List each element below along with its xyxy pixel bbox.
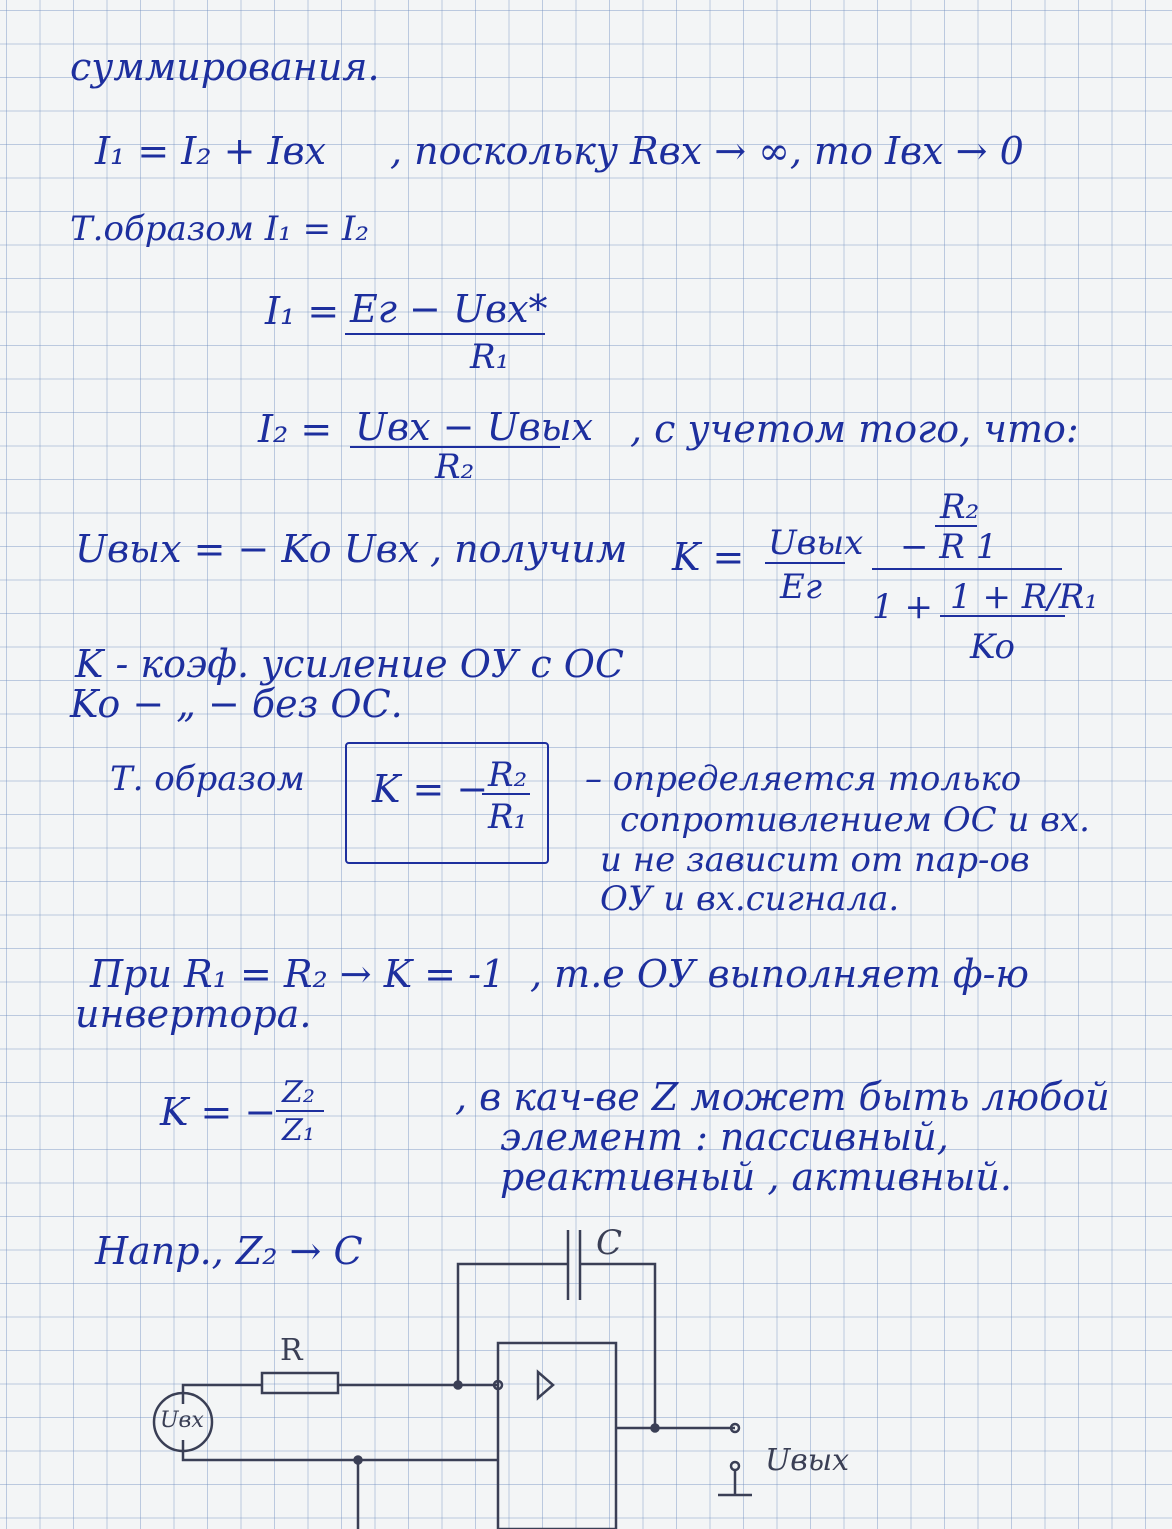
- output-voltage-note: , получим: [430, 527, 628, 571]
- result-note-1: – определяется только: [585, 759, 1022, 799]
- i2-label: I₂ =: [258, 407, 333, 451]
- example-line: Напр., Z₂ → C: [95, 1229, 363, 1273]
- heading-word: суммирования.: [70, 45, 380, 89]
- output-voltage-label: Uвых: [765, 1443, 850, 1478]
- output-voltage-equation: Uвых = − Ko Uвх: [75, 527, 420, 571]
- feedback-wire-right: [580, 1264, 655, 1428]
- current-sum-note: , поскольку Rвх → ∞, то Iвх → 0: [390, 129, 1024, 173]
- i1-numerator: Eг − Uвх*: [350, 287, 548, 331]
- i1-label: I₁ =: [265, 289, 340, 333]
- impedance-numerator: Z₂: [282, 1075, 315, 1110]
- impedance-note-2: элемент : пассивный,: [500, 1115, 949, 1159]
- impedance-denominator: Z₁: [282, 1113, 315, 1148]
- current-sum-equation: I₁ = I₂ + Iвх: [95, 129, 327, 173]
- i2-note: , с учетом того, что:: [630, 407, 1079, 451]
- feedback-wire-left: [458, 1264, 568, 1385]
- gain-one-plus: 1 +: [872, 587, 933, 627]
- inverter-condition: При R₁ = R₂ → K = -1: [90, 952, 506, 996]
- gain-label: K =: [672, 535, 745, 579]
- resistor-symbol: [262, 1373, 338, 1393]
- impedance-note-1: , в кач-ве Z может быть любой: [455, 1075, 1110, 1119]
- opamp-triangle-symbol: [538, 1372, 553, 1398]
- output-terminal-bottom: [731, 1462, 739, 1470]
- junction-dot: [652, 1425, 659, 1432]
- source-label: Uвх: [160, 1408, 204, 1433]
- inverter-note: , т.е ОУ выполняет ф-ю: [530, 952, 1029, 996]
- gain-numerator: Uвых: [768, 523, 864, 563]
- gain-sub-denominator: Ko: [970, 627, 1015, 667]
- definition-ko: Ko − „ − без ОС.: [70, 682, 403, 726]
- result-gain-label: K = −: [372, 767, 489, 811]
- impedance-note-3: реактивный , активный.: [500, 1155, 1012, 1199]
- junction-dot: [355, 1457, 362, 1464]
- opamp-block: [498, 1343, 616, 1529]
- impedance-gain-label: K = −: [160, 1090, 277, 1134]
- i1-denominator: R₁: [470, 337, 510, 377]
- result-note-4: ОУ и вх.сигнала.: [600, 879, 900, 919]
- result-denominator: R₁: [488, 797, 528, 837]
- currents-equal-equation: Т.образом I₁ = I₂: [70, 209, 369, 249]
- i2-numerator: Uвх − Uвых: [355, 405, 594, 449]
- output-ground-wire: [718, 1470, 752, 1495]
- junction-dot: [455, 1382, 462, 1389]
- gain-r2: R₂: [940, 487, 980, 527]
- i2-denominator: R₂: [435, 447, 475, 487]
- definition-k: K - коэф. усиление ОУ с ОС: [75, 642, 624, 686]
- resistor-label: R: [280, 1333, 303, 1368]
- result-note-2: сопротивлением ОС и вх.: [620, 800, 1090, 840]
- gain-r1: − R 1: [900, 527, 998, 567]
- gain-denominator: Eг: [780, 567, 823, 607]
- gain-sub-numerator: 1 + R/R₁: [950, 577, 1099, 617]
- inverter-word: инвертора.: [75, 992, 312, 1036]
- result-note-3: и не зависит от пар-ов: [600, 840, 1030, 880]
- ground-wire: [183, 1440, 498, 1460]
- thus-label: Т. образом: [110, 759, 305, 799]
- result-numerator: R₂: [488, 755, 528, 795]
- capacitor-label: C: [596, 1223, 623, 1263]
